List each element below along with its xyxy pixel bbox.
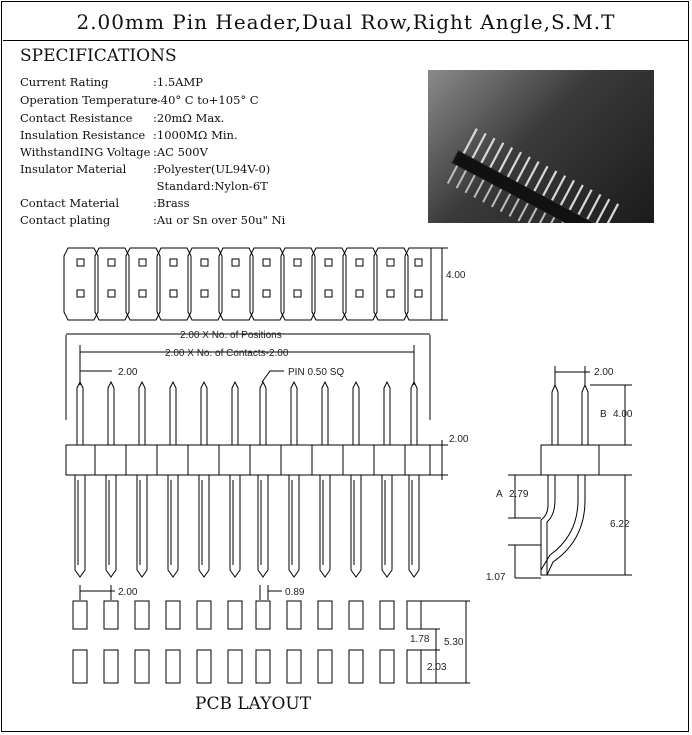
dim-contacts: 2.00 X No. of Contacts-2.00	[165, 348, 289, 359]
top-view	[64, 248, 448, 320]
spec-row: Insulation Resistance :1000MΩ Min.	[20, 128, 238, 142]
dim-foot: 1.07	[486, 572, 506, 583]
dim-b-value: 4.00	[613, 409, 633, 420]
specs-heading: SPECIFICATIONS	[20, 46, 177, 66]
page-title: 2.00mm Pin Header,Dual Row,Right Angle,S.M.T	[76, 10, 616, 34]
spec-row: WithstandING Voltage :AC 500V	[20, 145, 208, 159]
dim-top-height: 4.00	[446, 270, 466, 281]
spec-row: Current Rating :1.5AMP	[20, 75, 203, 89]
dim-pad-height: 2.03	[427, 662, 447, 673]
dim-side-pitch: 2.00	[594, 367, 614, 378]
dim-pin: PIN 0.50 SQ	[288, 367, 345, 378]
side-view	[508, 366, 632, 578]
pcb-layout-label: PCB LAYOUT	[195, 694, 312, 714]
spec-row: Contact Material :Brass	[20, 196, 190, 210]
spec-row: Contact Resistance :20mΩ Max.	[20, 111, 225, 125]
spec-row: Insulator Material :Polyester(UL94V-0)	[20, 162, 271, 176]
dim-side-height: 6.22	[610, 519, 630, 530]
dim-a-label: A	[496, 489, 503, 500]
dim-pitch: 2.00	[118, 367, 138, 378]
spec-row: Operation Temperature:-40° C to+105° C	[20, 93, 259, 107]
dim-positions: 2.00 X No. of Positions	[180, 330, 282, 341]
dim-pad-gap: 1.78	[410, 634, 430, 645]
dim-a-value: 2.79	[509, 489, 529, 500]
spec-row: Standard:Nylon-6T	[153, 179, 268, 193]
dim-pad-width: 0.89	[285, 587, 305, 598]
dim-pcb-pitch: 2.00	[118, 587, 138, 598]
dim-body-height: 2.00	[449, 434, 469, 445]
spec-row: Contact plating :Au or Sn over 50u" Ni	[20, 213, 286, 227]
dim-b-label: B	[600, 409, 607, 420]
dim-pad-span: 5.30	[444, 637, 464, 648]
